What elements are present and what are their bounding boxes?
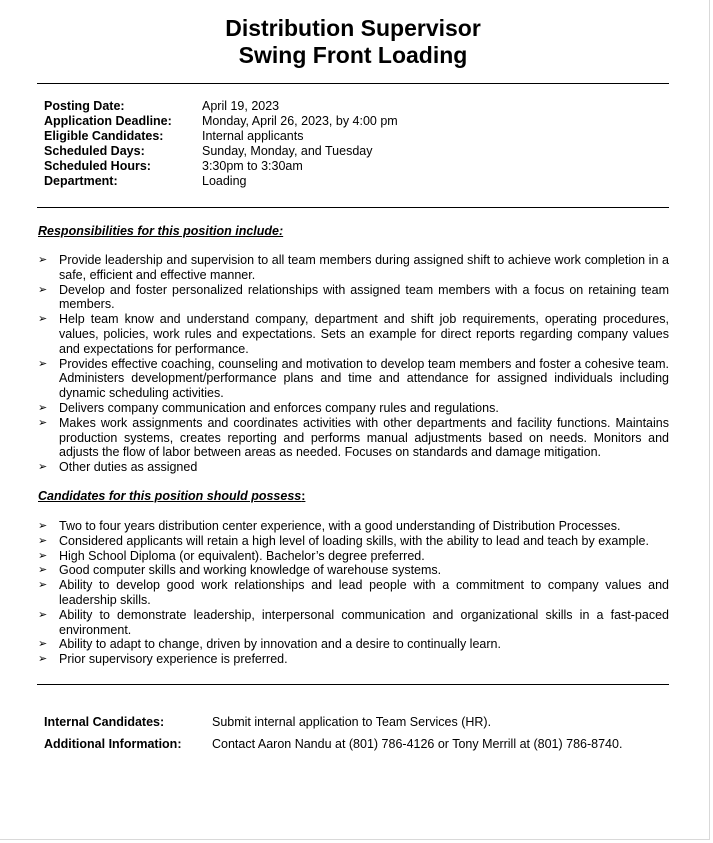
arrow-bullet-icon: ➢ <box>38 460 48 474</box>
arrow-bullet-icon: ➢ <box>38 253 48 266</box>
detail-label: Application Deadline: <box>44 114 172 128</box>
list-item-text: Ability to demonstrate leadership, interpersonal communication and organizational skills in a fast-paced environment. <box>59 607 669 637</box>
detail-label: Department: <box>44 174 118 188</box>
divider <box>37 684 669 685</box>
list-item <box>38 578 669 608</box>
list-item <box>38 253 669 283</box>
list-item <box>38 401 669 416</box>
detail-row <box>44 114 398 129</box>
job-subtitle: Swing Front Loading <box>238 42 468 68</box>
contact-label: Internal Candidates: <box>44 715 165 729</box>
qualifications-heading-text: Candidates for this position should possess <box>38 489 302 503</box>
arrow-bullet-icon: ➢ <box>38 607 48 621</box>
detail-row <box>44 129 398 144</box>
arrow-bullet-icon: ➢ <box>38 356 48 370</box>
detail-row <box>44 144 398 159</box>
detail-label: Scheduled Hours: <box>44 159 151 173</box>
arrow-bullet-icon: ➢ <box>38 637 48 651</box>
detail-row <box>44 174 398 189</box>
detail-value: Loading <box>202 174 247 188</box>
list-item <box>38 608 669 638</box>
detail-row <box>44 159 398 174</box>
divider <box>37 207 669 208</box>
list-item-text: Two to four years distribution center experience, with a good understanding of Distribution Processes. <box>59 519 621 533</box>
list-item-text: Considered applicants will retain a high level of loading skills, with the ability to lead and teach by example. <box>59 533 649 548</box>
arrow-bullet-icon: ➢ <box>38 533 48 547</box>
detail-value: 3:30pm to 3:30am <box>202 159 303 173</box>
list-item <box>38 637 669 652</box>
responsibilities-heading: Responsibilities for this position include: <box>38 224 284 238</box>
contact-row <box>44 715 622 737</box>
detail-label: Scheduled Days: <box>44 144 145 158</box>
detail-value: Sunday, Monday, and Tuesday <box>202 144 373 158</box>
list-item <box>38 312 669 356</box>
list-item-text: Good computer skills and working knowledge of warehouse systems. <box>59 563 442 578</box>
arrow-bullet-icon: ➢ <box>38 415 48 429</box>
list-item <box>38 563 669 578</box>
contact-info <box>44 715 622 758</box>
list-item-text: Ability to adapt to change, driven by innovation and a desire to continually learn. <box>59 637 501 652</box>
list-item-text: Help team know and understand company, department and shift job requirements, operating procedures, values, policies, work rules and expectations. Sets an example for direct reports regarding company values and expectations for performance. <box>59 312 669 356</box>
list-item-text: Delivers company communication and enforces company rules and regulations. <box>59 400 499 415</box>
contact-row <box>44 737 622 759</box>
list-item <box>38 357 669 401</box>
list-item <box>38 416 669 460</box>
list-item <box>38 534 669 549</box>
detail-label: Eligible Candidates: <box>44 129 164 143</box>
arrow-bullet-icon: ➢ <box>38 652 48 666</box>
detail-value: Internal applicants <box>202 129 304 143</box>
list-item-text: Prior supervisory experience is preferred. <box>59 652 288 667</box>
list-item <box>38 460 669 475</box>
contact-value: Submit internal application to Team Services (HR). <box>212 715 492 729</box>
list-item-text: Makes work assignments and coordinates activities with other departments and facility functions. Maintains production systems, creates reporting and performs manual adjustments based on needs. Monitors and adjusts the flow of labor between areas as needed. Focuses on standards and damage mitigation. <box>59 415 669 460</box>
detail-row <box>44 99 398 114</box>
list-item-text: High School Diploma (or equivalent). Bachelor’s degree preferred. <box>59 548 425 563</box>
responsibilities-list <box>38 253 669 475</box>
arrow-bullet-icon: ➢ <box>38 563 48 577</box>
arrow-bullet-icon: ➢ <box>38 548 48 562</box>
divider <box>37 83 669 84</box>
detail-value: Monday, April 26, 2023, by 4:00 pm <box>202 114 398 128</box>
list-item <box>38 283 669 313</box>
arrow-bullet-icon: ➢ <box>38 578 48 592</box>
list-item-text: Develop and foster personalized relationships with assigned team members with a focus on retaining team members. <box>59 282 669 312</box>
arrow-bullet-icon: ➢ <box>38 312 48 326</box>
qualifications-heading <box>38 489 305 504</box>
arrow-bullet-icon: ➢ <box>38 282 48 296</box>
qualifications-list <box>38 519 669 667</box>
job-title: Distribution Supervisor <box>225 15 481 41</box>
contact-label: Additional Information: <box>44 736 182 751</box>
detail-label: Posting Date: <box>44 99 125 113</box>
list-item-text: Ability to develop good work relationships and lead people with a commitment to company values and leadership skills. <box>59 578 669 607</box>
arrow-bullet-icon: ➢ <box>38 519 48 532</box>
posting-details <box>44 99 398 189</box>
arrow-bullet-icon: ➢ <box>38 400 48 414</box>
list-item <box>38 652 669 667</box>
list-item-text: Provides effective coaching, counseling and motivation to develop team members and foster a cohesive team. Administers development/performance plans and time and attendance for assigned individuals including dynamic scheduling activities. <box>59 356 669 401</box>
list-item <box>38 549 669 564</box>
detail-value: April 19, 2023 <box>202 99 280 113</box>
list-item <box>38 519 669 534</box>
list-item-text: Other duties as assigned <box>59 460 198 475</box>
heading-colon: : <box>301 489 306 503</box>
contact-value: Contact Aaron Nandu at (801) 786-4126 or Tony Merrill at (801) 786-8740. <box>212 736 623 751</box>
list-item-text: Provide leadership and supervision to all team members during assigned shift to achieve work completion in a safe, efficient and effective manner. <box>59 253 669 282</box>
